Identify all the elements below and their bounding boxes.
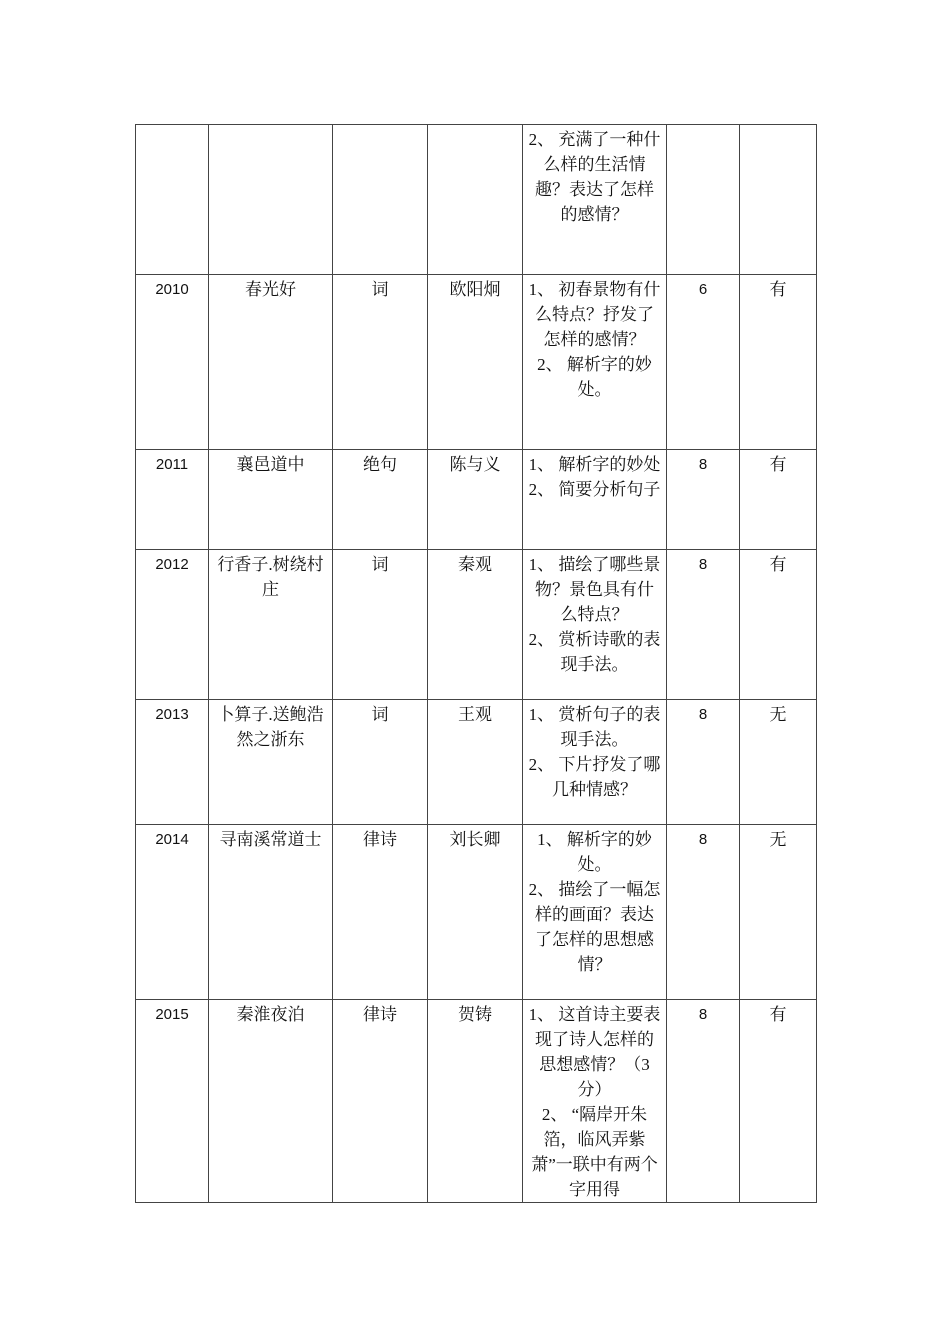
questions-cell [523,125,667,275]
question-item: 2、 下片抒发了哪几种情感？ [528,755,661,799]
has-cell: 有 [740,450,817,550]
questions-cell [523,825,667,1000]
year-cell: 2014 [136,825,209,1000]
author-cell: 贺铸 [428,1000,523,1203]
has-cell: 有 [740,275,817,450]
year-cell: 2012 [136,550,209,700]
score-cell: 8 [667,700,740,825]
type-cell: 词 [333,550,428,700]
score-cell: 6 [667,275,740,450]
question-item: 2、 赏析诗歌的表现手法。 [528,630,661,674]
author-cell [428,125,523,275]
title-cell: 卜算子.送鲍浩然之浙东 [209,700,333,825]
type-cell [333,125,428,275]
has-cell: 有 [740,1000,817,1203]
table-row [136,275,817,450]
type-cell: 词 [333,700,428,825]
has-cell [740,125,817,275]
poetry-exam-table [135,124,817,1203]
author-cell: 秦观 [428,550,523,700]
has-cell: 无 [740,825,817,1000]
table-row [136,125,817,275]
score-cell: 8 [667,825,740,1000]
type-cell: 律诗 [333,1000,428,1203]
question-item: 1、 解析字的妙处 [528,455,661,474]
title-cell: 秦淮夜泊 [209,1000,333,1203]
type-cell: 律诗 [333,825,428,1000]
table-row [136,825,817,1000]
title-cell: 春光好 [209,275,333,450]
questions-cell [523,1000,667,1203]
author-cell: 刘长卿 [428,825,523,1000]
author-cell: 欧阳炯 [428,275,523,450]
type-cell: 绝句 [333,450,428,550]
questions-cell [523,700,667,825]
year-cell: 2015 [136,1000,209,1203]
year-cell [136,125,209,275]
question-item: 2、 简要分析句子 [528,480,661,499]
title-cell: 行香子.树绕村庄 [209,550,333,700]
score-cell: 8 [667,450,740,550]
question-item: 2、 解析字的妙处。 [537,355,652,399]
question-item: 2、 描绘了一幅怎样的画面？表达了怎样的思想感情？ [528,880,661,974]
has-cell: 无 [740,700,817,825]
question-item: 1、 这首诗主要表现了诗人怎样的思想感情？（3分） [528,1005,661,1099]
question-item: 1、 描绘了哪些景物？景色具有什么特点？ [528,555,661,624]
question-item: 2、 “隔岸开朱箔，临风弄紫萧”一联中有两个字用得 [531,1105,658,1199]
table-row [136,1000,817,1203]
type-cell: 词 [333,275,428,450]
question-item: 1、 初春景物有什么特点？抒发了怎样的感情？ [528,280,661,349]
title-cell: 襄邑道中 [209,450,333,550]
year-cell: 2013 [136,700,209,825]
author-cell: 王观 [428,700,523,825]
table-row [136,450,817,550]
questions-cell [523,550,667,700]
has-cell: 有 [740,550,817,700]
table-row [136,550,817,700]
title-cell: 寻南溪常道士 [209,825,333,1000]
table-row [136,700,817,825]
score-cell: 8 [667,1000,740,1203]
year-cell: 2010 [136,275,209,450]
title-cell [209,125,333,275]
score-cell [667,125,740,275]
questions-cell [523,275,667,450]
questions-cell [523,450,667,550]
question-item: 1、 赏析句子的表现手法。 [528,705,661,749]
author-cell: 陈与义 [428,450,523,550]
year-cell: 2011 [136,450,209,550]
score-cell: 8 [667,550,740,700]
question-item: 1、 解析字的妙处。 [537,830,652,874]
question-item: 2、 充满了一种什么样的生活情趣？表达了怎样的感情？ [528,130,661,224]
